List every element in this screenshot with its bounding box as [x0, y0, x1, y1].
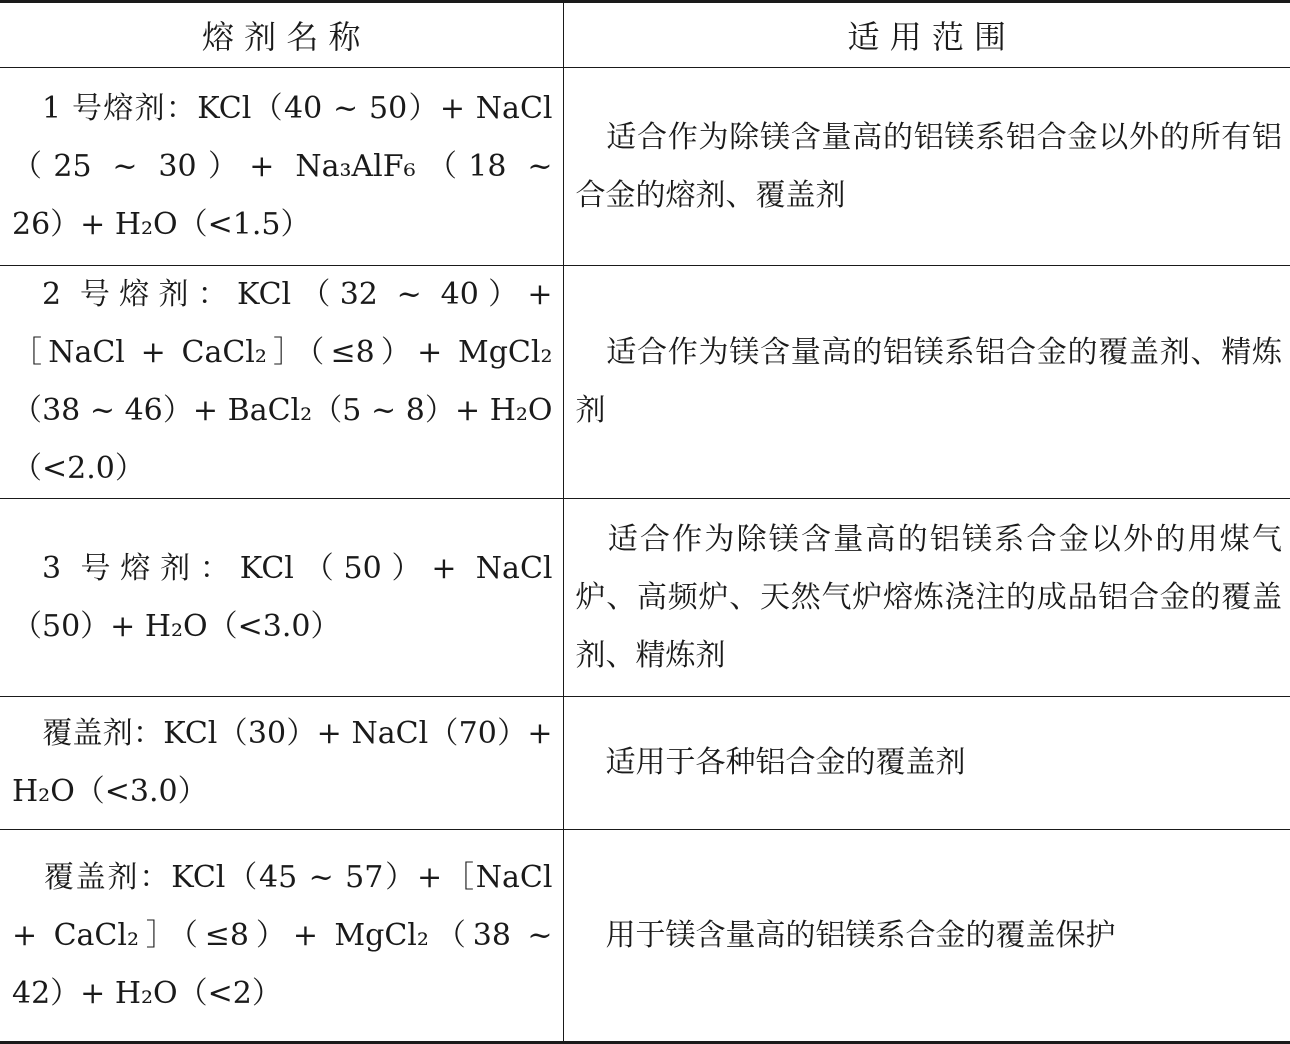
flux-formula: 1 号熔剂：KCl（40 ~ 50）+ NaCl（25 ~ 30）+ Na₃AlF₆（18 ~ 26）+ H₂O（<1.5）	[12, 90, 553, 242]
flux-formula: 2 号熔剂：KCl（32 ~ 40）+［NaCl + CaCl₂］（≤8）+ MgCl₂（38 ~ 46）+ BaCl₂（5 ~ 8）+ H₂O（<2.0）	[12, 277, 553, 486]
header-flux-name: 熔 剂 名 称	[0, 2, 563, 68]
application-text: 适合作为除镁含量高的铝镁系合金以外的用煤气炉、高频炉、天然气炉熔炼浇注的成品铝合金的覆盖剂、精炼剂	[575, 521, 1282, 673]
application-cell	[563, 830, 1290, 1043]
application-cell	[563, 68, 1290, 266]
table-row	[0, 266, 1290, 499]
flux-cell	[0, 697, 563, 830]
flux-cell	[0, 830, 563, 1043]
table-row	[0, 830, 1290, 1043]
flux-formula: 覆盖剂：KCl（30）+ NaCl（70）+ H₂O（<3.0）	[12, 716, 553, 809]
application-text: 适合作为镁含量高的铝镁系铝合金的覆盖剂、精炼剂	[575, 335, 1282, 428]
table-row	[0, 697, 1290, 830]
application-text: 适用于各种铝合金的覆盖剂	[605, 745, 966, 780]
application-cell	[563, 499, 1290, 697]
application-cell	[563, 697, 1290, 830]
application-text: 适合作为除镁含量高的铝镁系铝合金以外的所有铝合金的熔剂、覆盖剂	[575, 119, 1282, 213]
flux-cell	[0, 266, 563, 499]
flux-formula: 覆盖剂：KCl（45 ~ 57）+［NaCl + CaCl₂］（≤8）+ MgCl₂（38 ~ 42）+ H₂O（<2）	[12, 859, 553, 1011]
application-cell	[563, 266, 1290, 499]
table-row	[0, 68, 1290, 266]
header-row	[0, 2, 1290, 68]
header-application: 适 用 范 围	[563, 2, 1290, 68]
table-row	[0, 499, 1290, 697]
flux-cell	[0, 68, 563, 266]
flux-cell	[0, 499, 563, 697]
application-text: 用于镁含量高的铝镁系合金的覆盖保护	[605, 917, 1116, 953]
flux-formula: 3 号熔剂：KCl（50）+ NaCl（50）+ H₂O（<3.0）	[12, 550, 553, 644]
